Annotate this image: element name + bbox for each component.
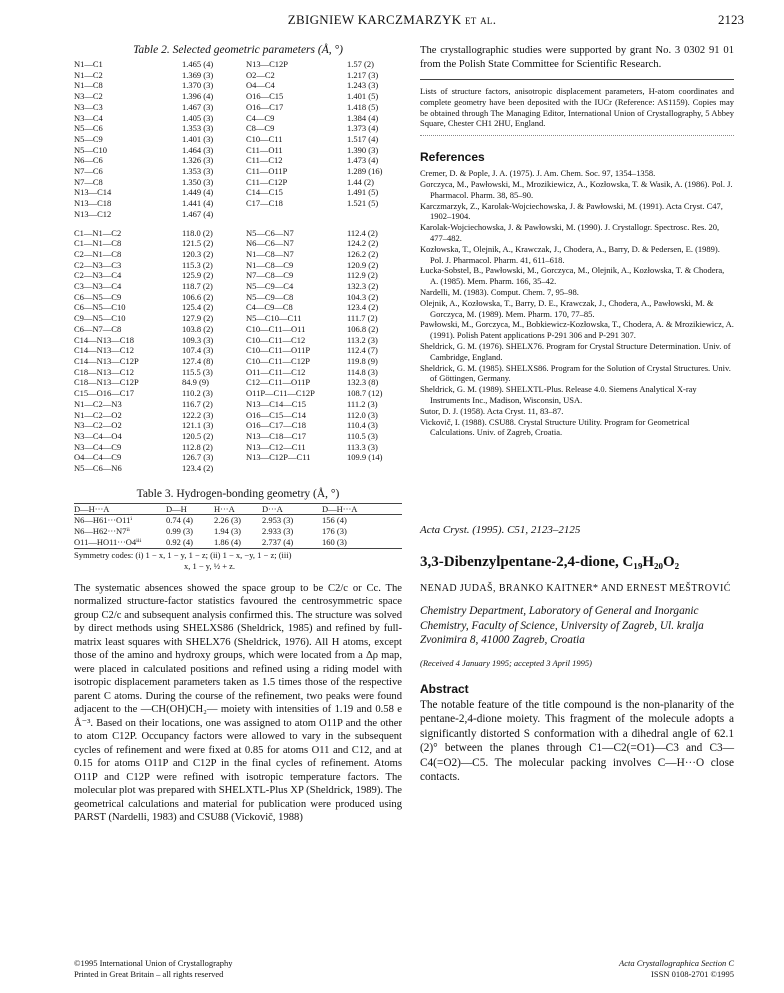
table2-cell: 1.396 (4) [182, 91, 214, 102]
table2-cell: N13—C14 [74, 187, 112, 198]
table2-cell: 1.217 (3) [347, 69, 379, 80]
reference-entry: Pawłowski, M., Gorczyca, M., Bobkiewicz-Kozłowska, T., Chodera, A. & Mrozikiewicz, A. (1991). Polish Patent applications P-291 306 and P-291 307. [420, 319, 734, 341]
table2-cell: N3—C4—C9 [74, 441, 122, 452]
table2-cell: N13—C14—C15 [246, 398, 306, 409]
table2-cell: O16—C17—C18 [246, 420, 306, 431]
table2-cell: 114.8 (3) [347, 366, 378, 377]
table2-spacer [74, 220, 402, 228]
table3-cell: 0.92 (4) [166, 536, 193, 547]
table2-row [74, 377, 402, 388]
issn-line: ISSN 0108-2701 ©1995 [651, 968, 734, 979]
table2-row [74, 410, 402, 421]
table2-cell: 125.9 (2) [182, 270, 214, 281]
table2-cell: 84.9 (9) [182, 377, 209, 388]
table2-cell: C8—C9 [246, 123, 275, 134]
table2-cell: N13—C18—C17 [246, 430, 306, 441]
table2-cell [246, 209, 347, 220]
running-title: ZBIGNIEW KARCZMARZYK et al. [287, 12, 497, 27]
reference-entry: Nardelli, M. (1983). Comput. Chem. 7, 95–98. [420, 286, 579, 297]
table2-cell: N3—C2 [74, 91, 103, 102]
deposition-note: Lists of structure factors, anisotropic displacement parameters, H-atom coordinates and complete geometry have been deposited with the IUCr (Reference: AS1159). Copies may be obtained through The Managing Editor, International Union of Crystallography, 5 Abbey Square, Chester CH1 2HU, England. [420, 86, 734, 129]
table2-cell: C11—O11P [246, 166, 288, 177]
table2-cell: N13—C12P [246, 59, 289, 69]
table2-row [74, 367, 402, 378]
table3-header-row [74, 503, 402, 515]
table2-cell: 111.7 (2) [347, 313, 378, 324]
table2-cell: C9—N5—C10 [74, 313, 126, 324]
table2-cell: 1.353 (3) [182, 166, 214, 177]
table2-cell: O2—C2 [246, 69, 275, 80]
table3 [74, 503, 402, 548]
table2-row [74, 187, 402, 198]
abstract-text: The notable feature of the title compound is the non-planarity of the pentane-2,4-dione moiety. This fragment of the molecule adopts a significantly distorted S conformation with a dihedral angle of 62.1 (2)° between the planes through C1—C2(=O1)—C3 and C3—C4(=O2)—C5. The molecular packing involves C—H···O close contacts. [420, 698, 734, 784]
table2-cell: 111.2 (3) [347, 398, 378, 409]
table2-row [74, 260, 402, 271]
table2-row [74, 228, 402, 239]
table2-cell: C2—N1—C8 [74, 248, 122, 259]
table2-cell: N13—C18 [74, 198, 112, 209]
table2-cell: N5—C6—N7 [246, 227, 294, 238]
table3-caption: Table 3. Hydrogen-bonding geometry (Å, °) [136, 487, 340, 500]
table2-cell: C1—N1—C8 [74, 238, 122, 249]
reference-entry: Gorczyca, M., Pawłowski, M., Mrozikiewicz, A., Kozłowska, T. & Wasik, A. (1986). Pol. J. Pharmacol. Pharm. 38, 85–90. [420, 178, 733, 200]
table2-row [74, 134, 402, 145]
table2-cell: N5—C6 [74, 123, 103, 134]
table2-cell: N1—C2 [74, 69, 103, 80]
table2-cell: 1.326 (3) [182, 155, 214, 166]
reference-entry: Sutor, D. J. (1958). Acta Cryst. 11, 83–87. [420, 405, 564, 416]
table2-cell: 126.7 (3) [182, 452, 214, 463]
table2-cell: 1.405 (3) [182, 112, 214, 123]
table2 [74, 59, 402, 474]
table2-row [74, 166, 402, 177]
table2-cell: 110.2 (3) [182, 388, 213, 399]
running-header [0, 12, 784, 32]
table2-cell: O16—C17 [246, 101, 284, 112]
table2-row [74, 198, 402, 209]
table2-cell: C4—C9—C8 [246, 302, 293, 313]
table3-cell: 160 (3) [322, 536, 347, 547]
table2-caption: Table 2. Selected geometric parameters (Å, °) [133, 44, 343, 56]
table2-cell: N13—C12P—C11 [246, 452, 311, 463]
table2-cell: C2—N3—C4 [74, 270, 122, 281]
table3-header: H···A [214, 503, 262, 515]
table2-row [74, 59, 402, 70]
table2-cell: 119.8 (9) [347, 355, 378, 366]
table2-cell: O16—C15—C14 [246, 409, 306, 420]
table3-symmetry-codes-cont: x, 1 − y, ½ + z. [184, 560, 236, 571]
table3-cell: N6—H61···O11ⁱ [74, 515, 166, 526]
page-number: 2123 [718, 12, 744, 27]
table2-row [74, 155, 402, 166]
table2-cell: C14—N13—C12P [74, 355, 139, 366]
table2-cell: 118.7 (2) [182, 281, 213, 292]
table2-cell: 107.4 (3) [182, 345, 214, 356]
right-column [420, 44, 734, 785]
table3-cell: 176 (3) [322, 526, 347, 537]
table2-cell: 132.3 (2) [347, 281, 379, 292]
experimental-text: The systematic absences showed the space group to be C2/c or Cc. The normalized structure-factor statistics favoured the centrosymmetric space group C2/c and subsequent analysis confirmed this. The structure was solved by direct methods using SHELXS86 (Sheldrick, 1985) and refined by full-matrix least squares with SHELX76 (Sheldrick, 1976). All H atoms, except those of the amino and hydroxy groups, which were located from a Δρ map, were placed in calculated positions and refined using a riding model with isotropic displacement parameters taken as 1.5 times those of the respective parent C atoms. During the course of the refinement, two peaks were found adjacent to the —CH(OH)CH₂— moiety with intensities of 1.19 and 0.58 e Å⁻³. Based on their locations, one was assigned to atom O11P and the other to atom C12P. Occupancy factors were allowed to vary in the subsequent cycles of refinement and were fixed at 0.85 for atoms O11 and C12, and at 0.15 for atoms O11P and C12P in the final cycles of refinement. Atoms O11P and C12P were refined with isotropic temperature factors. The molecular plot was prepared with SHELXTL-Plus XP (Sheldrick, 1989). The geometrical calculations and material for publication were produced using PARST (Nardelli, 1983) and CSU88 (Vickovič, 1988) [74, 582, 402, 824]
table2-cell: N3—C2—O2 [74, 420, 122, 431]
table2-cell: 120.5 (2) [182, 430, 214, 441]
deposit-rule [420, 79, 734, 80]
table2-cell: C3—N3—C4 [74, 281, 122, 292]
table2-row [74, 238, 402, 249]
table2-cell: 109.3 (3) [182, 334, 214, 345]
table2-row [74, 91, 402, 102]
table2-cell: N6—C6 [74, 155, 103, 166]
table2-row [74, 80, 402, 91]
table2-cell: 1.517 (4) [347, 133, 379, 144]
table2-cell: 1.57 (2) [347, 59, 374, 69]
table2-cell: 106.6 (2) [182, 291, 214, 302]
table3-cell: 1.86 (4) [214, 536, 241, 547]
footer-left [74, 958, 232, 980]
table2-cell: N5—C6—N6 [74, 463, 122, 474]
reference-entry: Sheldrick, G. M. (1989). SHELXTL-Plus. Release 4.0. Siemens Analytical X-ray Instruments Inc., Madison, Wisconsin, USA. [420, 384, 697, 405]
table2-row [74, 335, 402, 346]
table2-cell: N5—C9—C4 [246, 281, 294, 292]
table2-cell: 1.465 (4) [182, 59, 214, 69]
table2-row [74, 70, 402, 81]
table2-cell: 132.3 (8) [347, 377, 379, 388]
table2-cell: C6—N5—C10 [74, 302, 126, 313]
table2-cell: N5—C10 [74, 144, 108, 155]
table2-cell: C4—C9 [246, 112, 275, 123]
table2-cell: N5—C9—C8 [246, 291, 294, 302]
article-authors: NENAD JUDAŠ, BRANKO KAITNER* AND ERNEST MEŠTROVIĆ [420, 583, 731, 595]
table2-cell: 122.2 (3) [182, 409, 214, 420]
table2-cell: 1.401 (5) [347, 91, 379, 102]
table2-row [74, 452, 402, 463]
table2-row [74, 177, 402, 188]
table2-cell: 1.350 (3) [182, 176, 214, 187]
table2-cell: C11—C12 [246, 155, 283, 166]
table2-cell: C15—O16—C17 [74, 388, 134, 399]
table2-cell: 121.1 (3) [182, 420, 214, 431]
table2-cell: C10—C11—O11P [246, 345, 311, 356]
table2-cell: C6—N7—C8 [74, 323, 122, 334]
table2-cell: 112.0 (3) [347, 409, 378, 420]
table2-row [74, 145, 402, 156]
table2-row [74, 399, 402, 410]
table2-cell: N3—C3 [74, 101, 103, 112]
table2-cell: N5—C10—C11 [246, 313, 302, 324]
table2-cell: 1.464 (3) [182, 144, 214, 155]
table2-cell: 1.370 (3) [182, 80, 214, 91]
table2-cell: 116.7 (2) [182, 398, 213, 409]
table3-body [74, 515, 402, 548]
table2-cell: C10—C11—C12 [246, 334, 306, 345]
table2-row [74, 281, 402, 292]
table2-cell: C14—N13—C18 [74, 334, 134, 345]
table2-cell: N3—C4—O4 [74, 430, 122, 441]
table2-cell: 1.491 (5) [347, 187, 379, 198]
table2-cell: 1.467 (4) [182, 208, 214, 219]
article-title: 3,3-Dibenzylpentane-2,4-dione, C₁₉H₂₀O₂ [420, 554, 680, 571]
table2-row [74, 249, 402, 260]
table2-cell: 1.390 (3) [347, 144, 379, 155]
reference-entry: Sheldrick, G. M. (1985). SHELXS86. Program for the Solution of Crystal Structures. Univ. of Göttingen, Germany. [420, 362, 731, 384]
table3-cell: 0.99 (3) [166, 526, 193, 537]
table2-row [74, 302, 402, 313]
reference-entry: Olejnik, A., Kozłowska, T., Barry, D. E., Krawczak, J., Chodera, A., Pawłowski, M. & Gorczyca, M. (1989). Mem. Pharm. 170, 77–85. [420, 297, 714, 319]
reference-entry: Kozłowska, T., Olejnik, A., Krawczak, J., Chodera, A., Barry, D. & Pedersen, E. (1989). Pol. J. Pharmacol. Pharm. 41, 611–618. [420, 243, 720, 265]
table2-cell: 1.418 (5) [347, 101, 379, 112]
table2-cell: 113.3 (3) [347, 441, 378, 452]
table3-row [74, 526, 402, 537]
table2-row [74, 270, 402, 281]
table2-cell: N7—C8—C9 [246, 270, 294, 281]
table2-cell: C6—N5—C9 [74, 291, 122, 302]
table3-cell: O11—HO11···O4ⁱⁱⁱ [74, 536, 142, 547]
table2-cell: 109.9 (14) [347, 452, 383, 463]
printed-line: Printed in Great Britain – all rights reserved [74, 968, 224, 979]
table2-cell: 1.243 (3) [347, 80, 379, 91]
table2-cell: 127.9 (2) [182, 313, 214, 324]
table3-header: D—H···A [322, 503, 402, 515]
table2-cell: O4—C4—C9 [74, 452, 122, 463]
table2-cell: N1—C2—O2 [74, 409, 122, 420]
table2-cell: 1.384 (4) [347, 112, 379, 123]
table2-cell: N7—C6 [74, 166, 103, 177]
table2-cell: N5—C9 [74, 133, 103, 144]
copyright-line: ©1995 International Union of Crystallography [74, 958, 233, 968]
table2-row [74, 388, 402, 399]
table3-cell: 2.953 (3) [262, 515, 322, 526]
reference-entry: Vickovič, I. (1988). CSU88. Crystal Structure Utility. Program for Geometrical Calculations. Univ. of Zagreb, Croatia. [420, 416, 690, 438]
table2-cell: C10—C11 [246, 133, 283, 144]
table2-cell: C17—C18 [246, 198, 283, 209]
table2-cell [347, 209, 402, 220]
received-dates: (Received 4 January 1995; accepted 3 April 1995) [420, 657, 592, 668]
table2-cell: 112.9 (2) [347, 270, 378, 281]
table2-cell: 106.8 (2) [347, 323, 379, 334]
deposit-end-rule [420, 135, 734, 136]
table2-cell: C10—C11—C12P [246, 355, 310, 366]
table2-cell: N1—C2—N3 [74, 398, 122, 409]
table2-cell: 1.369 (3) [182, 69, 214, 80]
table2-cell: N1—C8—N7 [246, 248, 294, 259]
table2-cell: 123.4 (2) [347, 302, 379, 313]
table2-row [74, 292, 402, 303]
table2-spacer-cell [74, 220, 402, 228]
table2-cell: 120.3 (2) [182, 248, 214, 259]
table2-cell: 115.5 (3) [182, 366, 213, 377]
table2-cell: N6—C6—N7 [246, 238, 294, 249]
table2-cell: 1.473 (4) [347, 155, 379, 166]
references-list [420, 168, 734, 438]
table2-cell: C18—N13—C12P [74, 377, 139, 388]
table2-row [74, 420, 402, 431]
table2-cell: 120.9 (2) [347, 259, 379, 270]
table2-cell: C11—O11 [246, 144, 283, 155]
table3-row [74, 515, 402, 526]
table2-cell: 104.3 (2) [347, 291, 379, 302]
table2-cell: N1—C1 [74, 59, 103, 69]
table2-cell: 118.0 (2) [182, 227, 213, 238]
table2-cell: C10—C11—O11 [246, 323, 306, 334]
table2-cell: 1.289 (16) [347, 166, 383, 177]
table3-cell: 2.737 (4) [262, 536, 294, 547]
table2-cell: C11—C12P [246, 176, 288, 187]
table2-cell: O16—C15 [246, 91, 284, 102]
footer-right [619, 958, 734, 980]
table2-cell: 123.4 (2) [182, 463, 214, 474]
table2-cell: 112.8 (2) [182, 441, 213, 452]
table2-cell: 112.4 (2) [347, 227, 378, 238]
table2-cell: 1.353 (3) [182, 123, 214, 134]
table2-cell: 1.467 (3) [182, 101, 214, 112]
table2-cell: N13—C12—C11 [246, 441, 306, 452]
table2-cell: 1.44 (2) [347, 176, 374, 187]
table2-row [74, 442, 402, 453]
table3-symmetry-codes: Symmetry codes: (i) 1 − x, 1 − y, 1 − z; (ii) 1 − x, −y, 1 − z; (iii) [74, 549, 292, 560]
table2-cell: O11—C11—C12 [246, 366, 306, 377]
table2-row [74, 324, 402, 335]
table2-cell: C14—N13—C12 [74, 345, 134, 356]
table2-cell: C1—N1—C2 [74, 227, 122, 238]
table3-header: D···A [262, 503, 322, 515]
table2-row [74, 313, 402, 324]
reference-entry: Sheldrick, G. M. (1976). SHELX76. Program for Crystal Structure Determination. Univ. of Cambridge, England. [420, 340, 731, 362]
reference-entry: Cremer, D. & Pople, J. A. (1975). J. Am. Chem. Soc. 97, 1354–1358. [420, 168, 656, 179]
table2-cell: 110.4 (3) [347, 420, 378, 431]
left-column [74, 44, 402, 825]
table2-cell: N1—C8 [74, 80, 103, 91]
table2-row [74, 209, 402, 220]
table2-row [74, 356, 402, 367]
table2-cell: C18—N13—C12 [74, 366, 134, 377]
table2-cell: N3—C4 [74, 112, 103, 123]
table3-cell: N6—H62···N7ⁱⁱ [74, 526, 130, 537]
table2-cell: 127.4 (8) [182, 355, 214, 366]
table2-row [74, 113, 402, 124]
table2-cell: 1.441 (4) [182, 198, 214, 209]
table2-cell: 1.521 (5) [347, 198, 379, 209]
reference-entry: Łucka-Sobstel, B., Pawłowski, M., Gorczyca, M., Olejnik, A., Kozłowska, T. & Chodera, A. (1985). Mem. Pharm. 166, 35–42. [420, 265, 725, 287]
table2-cell: N13—C12 [74, 208, 112, 219]
table2-cell: 1.401 (3) [182, 133, 214, 144]
table3-header: D—H···A [74, 503, 166, 515]
table2-cell: 1.373 (4) [347, 123, 379, 134]
table2-row [74, 102, 402, 113]
table2-cell: O4—C4 [246, 80, 275, 91]
table2-cell: 124.2 (2) [347, 238, 379, 249]
table2-cell: 125.4 (2) [182, 302, 214, 313]
table3-cell: 156 (4) [322, 515, 402, 526]
reference-entry: Karolak-Wojciechowska, J. & Pawłowski, M. (1990). J. Crystallogr. Spectrosc. Res. 20, 477–482. [420, 222, 720, 243]
references-heading: References [420, 150, 485, 165]
table3-cell: 1.94 (3) [214, 526, 241, 537]
table2-cell: N7—C8 [74, 176, 103, 187]
table2-row [74, 123, 402, 134]
table2-cell: 1.449 (4) [182, 187, 214, 198]
abstract-heading: Abstract [420, 681, 469, 696]
table2-cell: O11P—C11—C12P [246, 388, 315, 399]
table2-cell: C14—C15 [246, 187, 283, 198]
table2-cell: C2—N3—C3 [74, 259, 122, 270]
table3-cell: 2.933 (3) [262, 526, 294, 537]
table2-row [74, 463, 402, 474]
journal-section: Acta Crystallographica Section C [619, 958, 734, 968]
table2-cell: C12—C11—O11P [246, 377, 311, 388]
table3-rule [74, 548, 402, 549]
table3-cell: 2.26 (3) [214, 515, 262, 526]
table3-row [74, 537, 402, 548]
table2-cell: 112.4 (7) [347, 345, 378, 356]
table2-cell: 108.7 (12) [347, 388, 383, 399]
table2-row [74, 345, 402, 356]
table2-cell: 115.3 (2) [182, 259, 213, 270]
table3-header: D—H [166, 503, 214, 515]
table2-cell [347, 463, 402, 474]
acknowledgements: The crystallographic studies were supported by grant No. 3 0302 91 01 from the Polish State Committee for Scientific Research. [420, 45, 734, 70]
table2-cell: 103.8 (2) [182, 323, 214, 334]
table3-cell: 0.74 (4) [166, 515, 214, 526]
table2-cell: 126.2 (2) [347, 248, 379, 259]
reference-entry: Karczmarzyk, Z., Karolak-Wojciechowska, J. & Pawłowski, M. (1991). Acta Cryst. C47, 1902–1904. [420, 200, 723, 222]
table2-cell [246, 463, 347, 474]
table2-cell: 110.5 (3) [347, 430, 378, 441]
table2-body [74, 59, 402, 474]
table2-cell: 113.2 (3) [347, 334, 378, 345]
table2-row [74, 431, 402, 442]
article-citation: Acta Cryst. (1995). C51, 2123–2125 [420, 524, 581, 537]
table2-cell: N1—C8—C9 [246, 259, 294, 270]
table2-cell: 121.5 (2) [182, 238, 214, 249]
author-affiliation: Chemistry Department, Laboratory of General and Inorganic Chemistry, Faculty of Science, University of Zagreb, Ul. kralja Zvonimira 8, 41000 Zagreb, Croatia [420, 605, 704, 647]
